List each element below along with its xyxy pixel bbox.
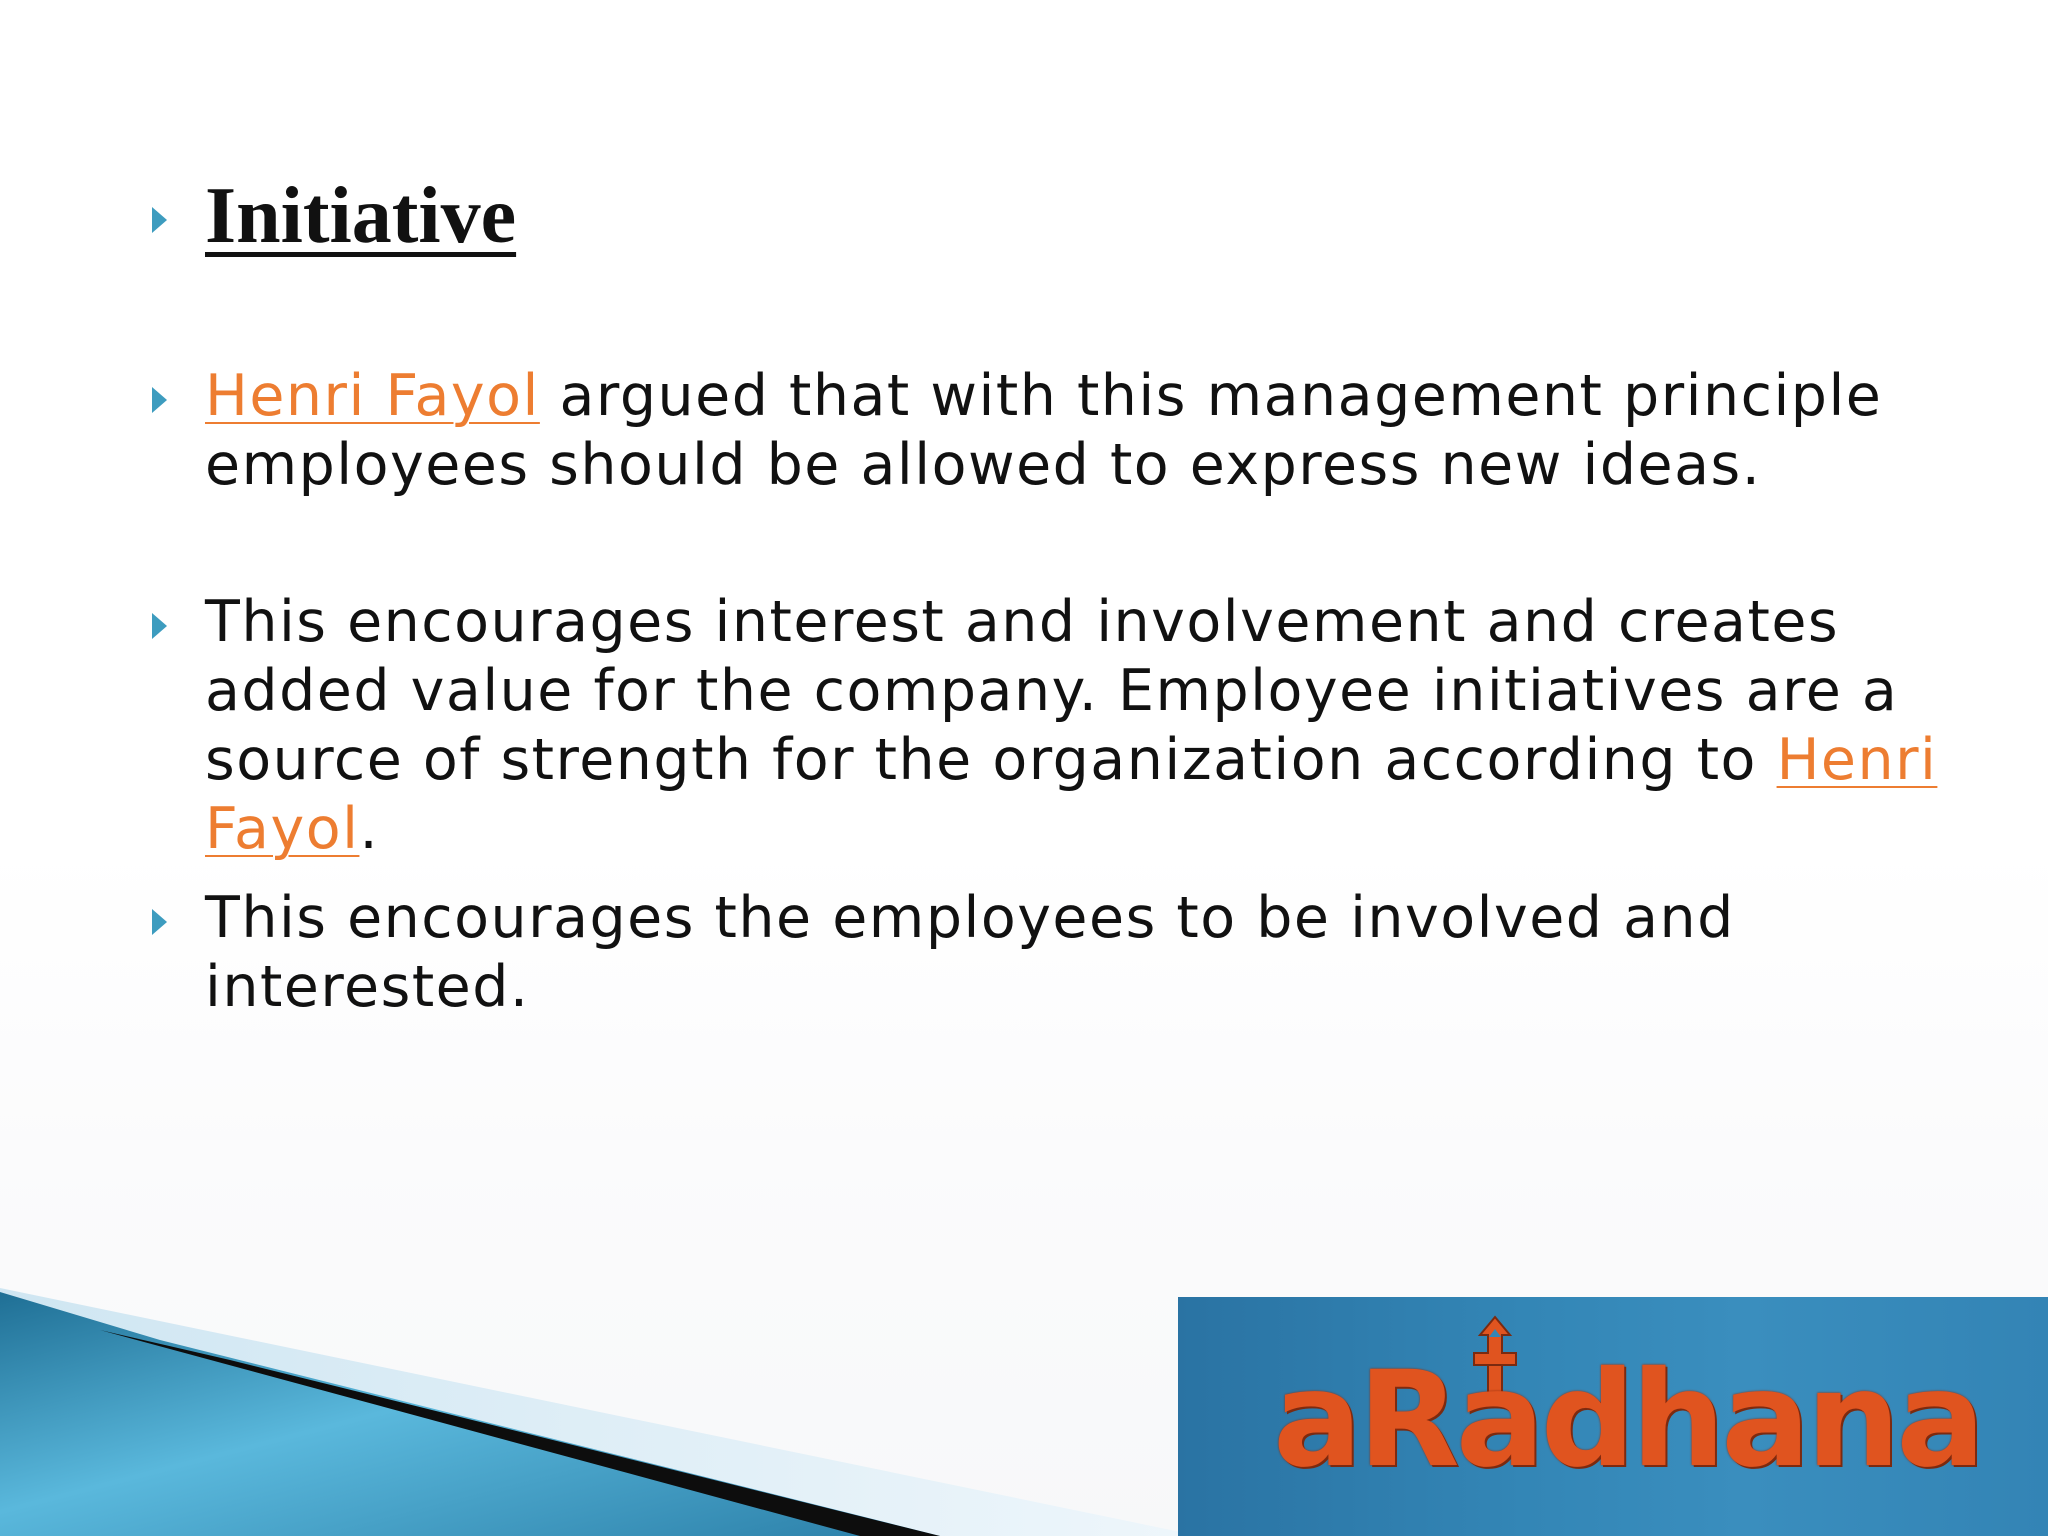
paragraph-text: This encourages interest and involvement and creates added value for the company. Employee initiatives are a source of strength for the organization according to: [205, 589, 1899, 793]
slide-title: Initiative: [205, 172, 517, 260]
bullet-paragraph-1: [205, 362, 1965, 500]
paragraph-text: argued that with this management principle employees should be allowed to express new ideas.: [205, 363, 1883, 498]
bullet-paragraph-3: [205, 884, 1965, 1022]
henri-fayol-link[interactable]: Henri Fayol: [205, 727, 1938, 862]
corner-swoosh-decoration: [0, 1280, 1200, 1536]
bullet-icon: [152, 909, 167, 935]
bullet-icon: [152, 207, 167, 233]
aradhana-logo: [1178, 1297, 2048, 1536]
paragraph-text: .: [359, 796, 380, 862]
bullet-icon: [152, 613, 167, 639]
bullet-icon: [152, 387, 167, 413]
logo-text: aRadhana: [1273, 1343, 1982, 1497]
paragraph-text: This encourages the employees to be involved and interested.: [205, 885, 1735, 1020]
henri-fayol-link[interactable]: Henri Fayol: [205, 363, 540, 429]
bullet-paragraph-2: [205, 588, 1965, 864]
